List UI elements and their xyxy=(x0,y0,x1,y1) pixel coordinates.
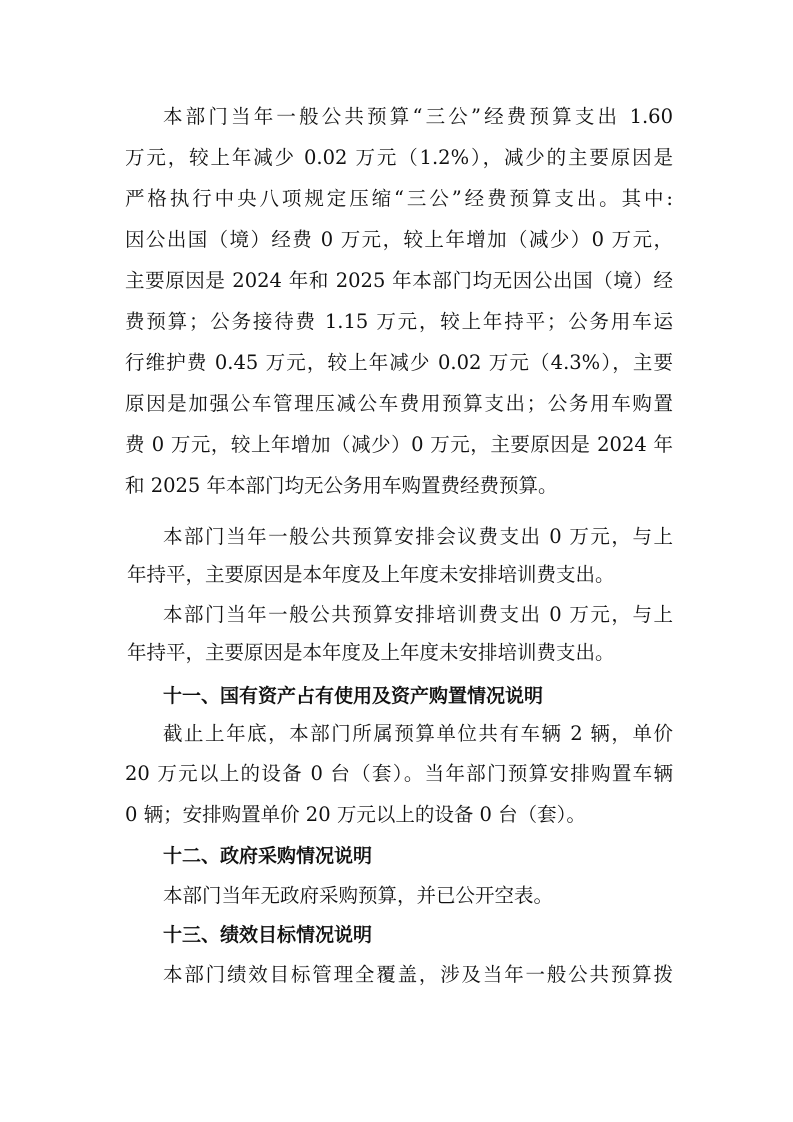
text-line: 原因是加强公车管理压减公车费用预算支出；公务用车购置 xyxy=(125,392,673,415)
text-line: 万元，较上年减少 0.02 万元（1.2%），减少的主要原因是 xyxy=(125,146,673,169)
text-line: 截止上年底，本部门所属预算单位共有车辆 2 辆，单价 xyxy=(163,722,673,745)
text-line: 费预算；公务接待费 1.15 万元，较上年持平；公务用车运 xyxy=(125,310,673,333)
text-line: 严格执行中央八项规定压缩“三公”经费预算支出。其中: xyxy=(125,187,673,210)
text-line: 20 万元以上的设备 0 台（套）。当年部门预算安排购置车辆 xyxy=(125,762,673,785)
text-line: 本部门绩效目标管理全覆盖，涉及当年一般公共预算拨 xyxy=(163,963,673,986)
text-line: 本部门当年一般公共预算安排培训费支出 0 万元，与上 xyxy=(163,603,673,626)
text-line: 0 辆；安排购置单价 20 万元以上的设备 0 台（套）。 xyxy=(125,803,586,826)
text-line: 行维护费 0.45 万元，较上年减少 0.02 万元（4.3%），主要 xyxy=(125,351,673,374)
text-line: 本部门当年无政府采购预算，并已公开空表。 xyxy=(163,884,554,907)
section-heading: 十二、政府采购情况说明 xyxy=(163,845,373,867)
text-line: 和 2025 年本部门均无公务用车购置费经费预算。 xyxy=(125,474,558,497)
text-line: 费 0 万元，较上年增加（减少）0 万元，主要原因是 2024 年 xyxy=(125,433,673,456)
text-line: 年持平，主要原因是本年度及上年度未安排培训费支出。 xyxy=(127,641,615,664)
text-line: 年持平，主要原因是本年度及上年度未安排培训费支出。 xyxy=(127,563,615,586)
text-line: 本部门当年一般公共预算“三公”经费预算支出 1.60 xyxy=(163,105,673,128)
text-line: 因公出国（境）经费 0 万元，较上年增加（减少）0 万元， xyxy=(125,228,673,251)
text-line: 本部门当年一般公共预算安排会议费支出 0 万元，与上 xyxy=(163,525,673,548)
section-heading: 十三、绩效目标情况说明 xyxy=(163,924,373,946)
text-line: 主要原因是 2024 年和 2025 年本部门均无因公出国（境）经 xyxy=(125,269,673,292)
section-heading: 十一、国有资产占有使用及资产购置情况说明 xyxy=(163,685,544,707)
